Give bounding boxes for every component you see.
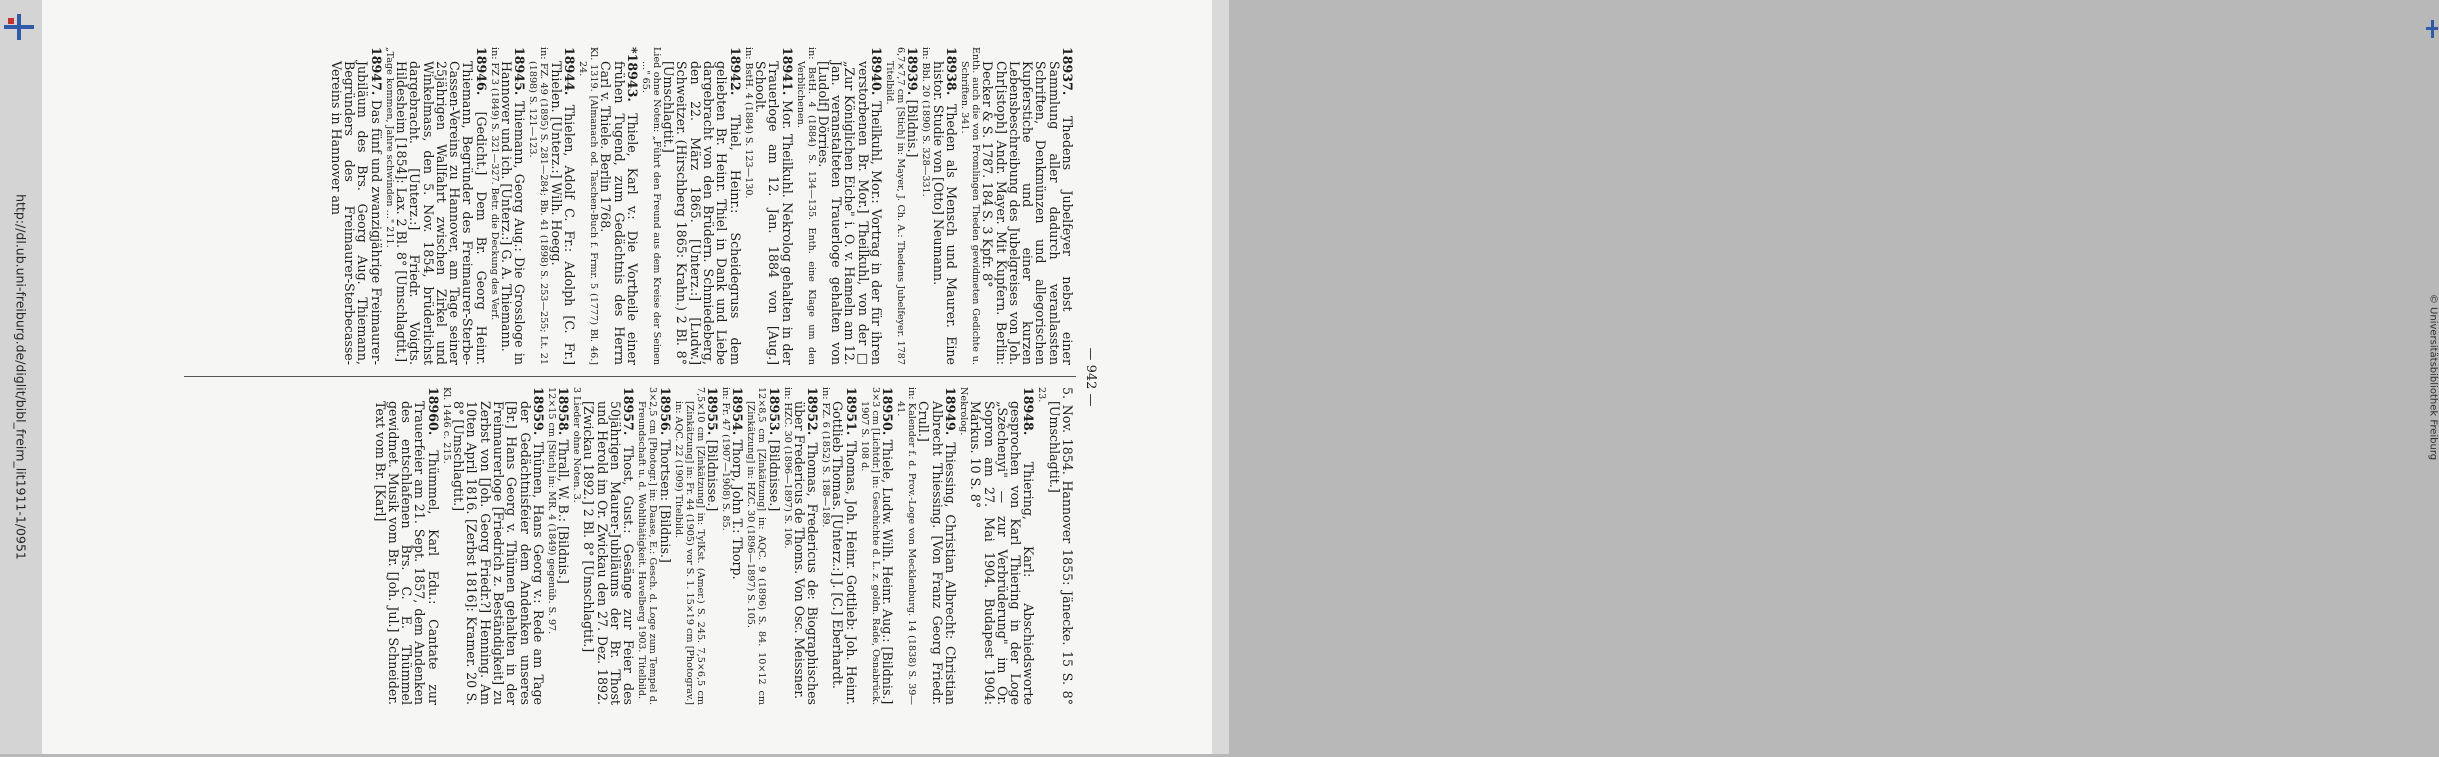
entry-text: [Bildnis.] bbox=[905, 99, 921, 158]
bibliography-entry bbox=[920, 47, 958, 365]
entry-note: 3 Lieder ohne Noten. 3. bbox=[571, 387, 583, 503]
entry-text: Mor. Theilkuhl. Nekrolog gehalten in der Trauerloge am 12. Jan. 1884 von [Aug.] Schoolt. bbox=[752, 61, 795, 365]
entry-number: 18958. bbox=[556, 387, 572, 440]
entry-text: Thorp, John T.: Thorp. bbox=[730, 439, 746, 580]
entry-text: Thiemann, Georg Aug.: Die Grossloge in Hannover und ich. [Unterz.:] G. A. Thiemann. bbox=[499, 61, 528, 365]
bibliography-entry bbox=[571, 387, 635, 705]
entry-number: 18951. bbox=[843, 387, 859, 441]
bibliography-entry bbox=[795, 47, 883, 365]
left-margin-strip bbox=[0, 0, 42, 754]
bibliography-entry bbox=[373, 387, 439, 705]
entry-text: Thielen, Adolf C. Fr.: Adolph [C. Fr.] Thielen. [Unterz.:] Wilh. Hoegg. bbox=[548, 61, 577, 365]
bibliography-entry bbox=[895, 387, 957, 705]
entry-note: 6,7×7,7 cm [Stich] in: Mayer, J. Ch. A.: Thedens Jubelfeyer. 1787 Titelbild. bbox=[884, 47, 907, 365]
scanned-page bbox=[42, 0, 1212, 754]
entry-text: Thomas, Joh. Heinr. Gottlieb: Joh. Heinr. Gottlieb Thomas. [Unterz.:] J. [C.] Eberhardt. bbox=[830, 401, 859, 705]
entry-text: Das fünf und zwanzigjährige Freimaurer-Jubiläum des Brs. Georg Aug. Thiemann, Begründers des Freimaurer-Sterbecasse-Vereins in Hannover am bbox=[328, 61, 384, 365]
right-column bbox=[372, 387, 1074, 705]
entry-number: 18940. bbox=[869, 47, 885, 101]
bibliography-entry bbox=[745, 387, 780, 705]
entry-note: in: BstH. 4 (1884) S. 123—130. bbox=[742, 47, 754, 199]
bibliography-entry bbox=[743, 47, 794, 365]
entry-note: 12×15 cm [Stich] in: MR. 4 (1849) gegenüb. S. 97. bbox=[545, 387, 557, 635]
copyright-notice: © Universitätsbibliothek Freiburg bbox=[2427, 293, 2439, 461]
bibliography-entry bbox=[1036, 387, 1074, 705]
bibliography-entry bbox=[577, 47, 639, 365]
entry-text: Thiessing, Christian Albrecht: Christian Albrecht Thiessing. [Von Franz Georg Friedr. Crull.] bbox=[916, 401, 958, 705]
entry-number: 18959. bbox=[530, 387, 546, 442]
entry-text: Thiering, Karl: Abschiedsworte gesprochen von Karl Thiering in der Loge „Széchenyi" — zur Verbrüderung" im Or. Sopron am 27. Mai 1904. Budapest 1904: Márkus. 10 S. 8° bbox=[968, 401, 1037, 705]
entry-note: in: HZC. 30 (1896—1897) S. 106. bbox=[781, 387, 793, 549]
bibliography-entry bbox=[959, 47, 1074, 365]
bibliography-entry bbox=[958, 387, 1035, 705]
entry-note: Nekrolog. bbox=[957, 387, 969, 436]
entry-number: 18954. bbox=[730, 387, 746, 440]
bibliography-entry bbox=[884, 47, 919, 365]
entry-note: in: BstH. 4 (1884) S. 134—135. Enth. eine Klage um den Verblichenen. bbox=[794, 47, 817, 365]
bibliography-entry bbox=[636, 387, 671, 705]
entry-number: 18937. bbox=[1060, 47, 1075, 117]
entry-text: Theilkuhl, Mor.: Vortrag in der für ihren verstorbenen Br. Mor.] Theilkuhl, von der □ „Zur Königlichen Eiche" i. O. v. Hameln am 12. Jan. veranstalteten Trauerloge gehalten von [Ludolf] Dörries. bbox=[815, 61, 885, 365]
entry-number: 18949. bbox=[942, 387, 958, 443]
entry-text: Thiele, Ludw. Wilh. Heinr. Aug.: [Bildnis.] bbox=[880, 439, 896, 705]
entry-text: Thiele, Karl v.: Die Vortheile einer frühen Tugend, zum Gedächtnis des Herrn Carl v. Thiele. Berlin 1768. bbox=[598, 61, 640, 365]
entry-text: [Gedicht.] Dem Br. Georg Heinr. Thiemann, Begründer des Freimaurer-Sterbe-Cassen-Vereins zu Hannover, am Tage seiner 25jährigen Wallfahrt zwischen Zirkel und Winkelmass, den 5. Nov. 1854, brüderlichst dargebracht. [Unterz.:] Friedr. Voigts. Hildesheim [1854]: Lax. 2 Bl. 8° [Umschlagtit.] bbox=[394, 61, 489, 365]
entry-number: 18945. bbox=[512, 47, 528, 101]
left-column bbox=[329, 47, 1074, 365]
entry-note: Lied ohne Noten: „Führt den Freund aus dem Kreise der Seinen ..." 65. bbox=[639, 47, 662, 365]
entry-note: 23. bbox=[1036, 387, 1048, 403]
page-number: — 942 — bbox=[1083, 347, 1098, 407]
bibliography-entry bbox=[820, 387, 858, 705]
entry-text: Theden als Mensch und Maurer. Eine histor. Studie von [Otto] Neumann. bbox=[930, 61, 959, 365]
entry-note: in: Bbl. 20 (1890) S. 328—331. bbox=[920, 47, 932, 197]
rotated-page-content bbox=[182, 47, 1102, 707]
bibliography-entry bbox=[441, 387, 545, 705]
bibliography-entry bbox=[720, 387, 744, 705]
entry-note: in: FZ 3 (1849) S. 321—327. Betr. die Deckung des Verf. bbox=[488, 47, 500, 321]
entry-note: 7,5×10 cm [Zinkätzung] in: TylKst. (Amer.) S. 245. 7,5×6,5 cm [Zinkätzung] in: Fr. 44 (1905) vor S. 1. 15×19 cm [Photograv.] in: AQC. 22 (1909) Titelbild. bbox=[672, 387, 706, 705]
entry-note: in: Kalender f. d. Prov.-Loge von Mecklenburg. 14 (1838) S. 39—41. bbox=[895, 387, 918, 705]
entry-text: Thomas, Fredericus de: Biographisches über Fredericus de Thoms. Von Osc. Meissner. bbox=[791, 401, 821, 705]
entry-number: 18955. bbox=[704, 387, 720, 440]
entry-number: 18947. bbox=[368, 47, 384, 100]
entry-number: 18948. bbox=[1021, 387, 1037, 462]
right-margin-strip bbox=[1212, 0, 2439, 754]
bibliography-entry bbox=[330, 47, 383, 365]
entry-note: 12×8,5 cm [Zinkätzung] in: AQC. 9 (1896) S. 84. 10×12 cm [Zinkätzung] in: HZC. 30 (1896—1897) S. 105. bbox=[745, 387, 768, 705]
bibliography-entry bbox=[673, 387, 719, 705]
document-url: http://dl.ub.uni-freiburg.de/diglit/bibl_freim_lit1911-1/0951 bbox=[13, 194, 29, 560]
entry-number: 18944. bbox=[561, 47, 577, 105]
bibliography-entry bbox=[384, 47, 488, 365]
entry-number: *18943. bbox=[624, 47, 640, 114]
entry-note: in: FZ. 6 (1852) S. 188—189. bbox=[820, 387, 832, 528]
entry-text: Thost, Gust.: Gesänge zur Feier des 50jährigen Maurer-Jubiläums der Br. Thost und Herold im Or. Zwickau den 27. Dez. 1892. [Zwickau 1892.] 2 Bl. 8° [Umschlagtit.] bbox=[581, 401, 637, 705]
entry-number: 18952. bbox=[805, 387, 821, 443]
entry-number: 18957. bbox=[621, 387, 637, 446]
entry-number: 18938. bbox=[943, 47, 959, 104]
entry-number: 18960. bbox=[425, 387, 441, 451]
column-divider bbox=[184, 376, 1076, 377]
entry-text: Thortsen: [Bildnis.] bbox=[657, 439, 673, 563]
bibliography-entry bbox=[859, 387, 894, 705]
entry-note: Kl. 1319. [Almanach od. Taschen-Buch f. Frmr. 5 (1777) Bl. 46.] 24. bbox=[576, 47, 599, 365]
entry-number: 18941. bbox=[779, 47, 795, 101]
entry-note: Enth. auch die von Fromlingen Theden gewidmeten Gedichte u. Schriften. 341. bbox=[958, 47, 981, 365]
entry-text: Thedens Jubelfeyer nebst einer Sammlung aller dadurch veranlassten Schriften, Denkmünzen und allegorischen Kupferstiche und einer kurzen Lebensbeschreibung des Jubelgreises von Joh. Chr[istoph] Andr. Mayer. Mit Kupfern. Berlin: Decker & S. 1787. 184 S. 3 Kpfr. 8° bbox=[980, 61, 1075, 365]
entry-number: 18956. bbox=[657, 387, 673, 440]
entry-number: 18946. bbox=[473, 47, 489, 112]
bibliography-entry bbox=[640, 47, 742, 365]
entry-note: Kl. 1446 c. 215. bbox=[440, 387, 452, 464]
bibliography-entry bbox=[546, 387, 570, 705]
entry-number: 18942. bbox=[727, 47, 743, 115]
entry-text: [Bildnisse.] bbox=[704, 439, 720, 512]
entry-note: in: Fr. 47 (1907—1908) S. 85. bbox=[719, 387, 731, 531]
entry-text: Thümen, Hans Georg v.: Rede am Tage der Gedächtnisfeier dem Andenken unseres [Br.] Hans Georg v. Thümen gehalten in der Freimaurerloge [Friedrich z. Beständigkeit] zu Zerbst von [Joh. Georg Friedr.?] Henning. Am 10ten April 1816. [Zerbst 1816]: Kramer. 20 S. 8° [Umschlagtit.] bbox=[451, 401, 546, 705]
entry-text: Thümmel, Karl Edu.: Cantate zur Trauerfeier am 21. Sept. 1857, dem Andenken des entschlafenen Brs. C. E. Thümmel gewidmet. Musik vom Br. [Joh. Jul.] Schneider. Text vom Br. [Karl] bbox=[372, 401, 441, 705]
entry-number: 18950. bbox=[880, 387, 896, 440]
entry-number: 18953. bbox=[766, 387, 782, 440]
entry-note: in: FZ. 49 (1895) S. 281—284; Bb. 41 (1898) S. 253—255; Lt. 21 (1898) S. 121—123. bbox=[527, 47, 550, 365]
bibliography-entry bbox=[489, 47, 527, 365]
entry-note: 3×3 cm [Lichtdr.] in: Geschichte d. L. z. goldn. Rade, Osnabrück. 1907 S. 108 d. bbox=[858, 387, 881, 705]
entry-note: „Tage kommen, Jahre schwinden ..." 211. bbox=[383, 47, 395, 248]
entry-number: 18939. bbox=[905, 47, 921, 100]
entry-text: Thiel, Heinr.: Scheidegruss dem geliebten Br. Heinr. Thiel in Dank und Liebe dargebracht von den Brüdern. Schmiedeberg, den 22. März 1865. [Unterz.:] [Ludw.] Schweitzer. (Hirschberg 1865: Krahn.) 2 Bl. 8° [Umschlagtit.] bbox=[661, 61, 743, 365]
entry-text: Thrall, W. B.: [Bildnis.] bbox=[556, 439, 572, 584]
bibliography-entry bbox=[527, 47, 576, 365]
bibliography-entry bbox=[782, 387, 820, 705]
entry-note: 3×2,5 cm [Photogr.] in: Daase, E.: Gesch. d. Loge zum Tempel d. Freundschaft u. d. Wohlthätigkeit. Havelberg 1903. Titelbild. bbox=[636, 387, 659, 705]
entry-text: [Bildnisse.] bbox=[766, 439, 782, 512]
entry-text: 5. Nov. 1854. Hannover 1855: Jänecke. 15 S. 8° [Umschlagtit.] bbox=[1046, 387, 1075, 705]
